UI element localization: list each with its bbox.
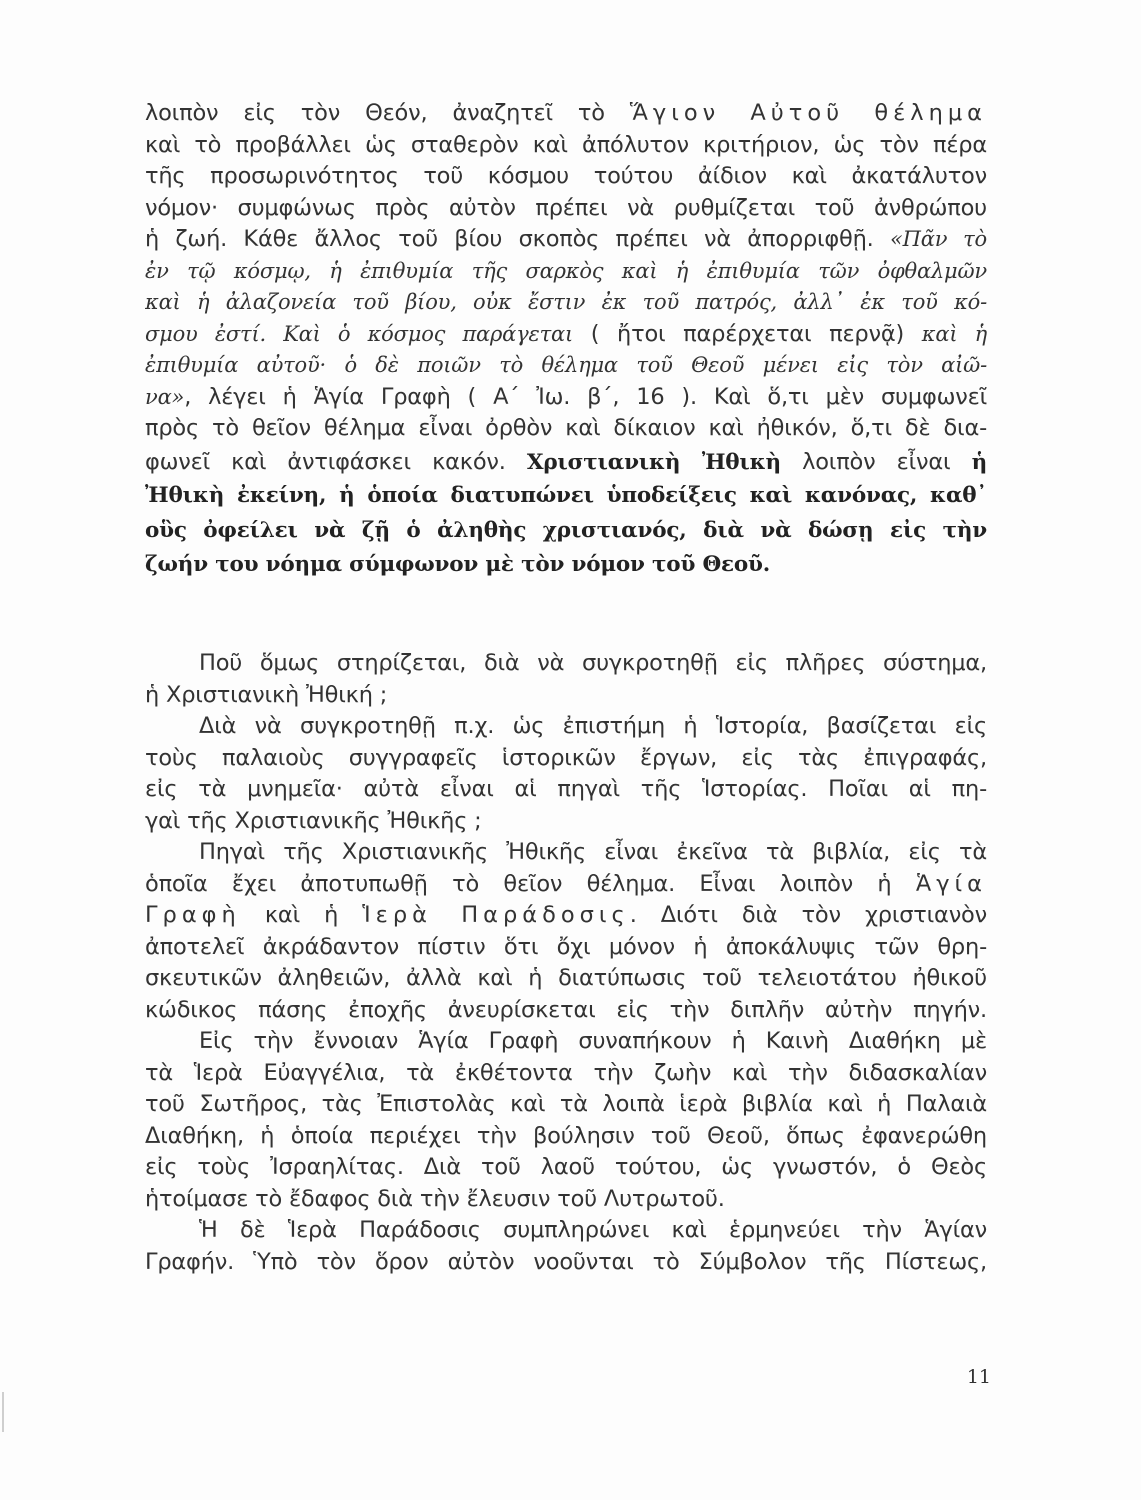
text-line: ἡ Χριστιανικὴ Ἠθική ;: [145, 681, 388, 708]
text-line: εἰς τοὺς Ἰσραηλίτας. Διὰ τοῦ λαοῦ τούτου, ὡς γνωστόν, ὁ Θεὸς: [145, 1154, 987, 1180]
text-line: Γραφὴ καὶ ἡ Ἱερὰ Παράδοσις. Διότι διὰ τὸν χριστιανὸν: [145, 902, 987, 928]
text-line: εἰς τὰ μνημεῖα· αὐτὰ εἶναι αἱ πηγαὶ τῆς Ἱστορίας. Ποῖαι αἱ πη-: [145, 776, 987, 802]
paragraph-first-line: Διὰ νὰ συγκροτηθῇ π.χ. ὡς ἐπιστήμη ἡ Ἱστορία, βασίζεται εἰς: [199, 713, 987, 739]
quotation-line: ἐν τῷ κόσμῳ, ἡ ἐπιθυμία τῆς σαρκὸς καὶ ἡ ἐπιθυμία τῶν ὀφθαλμῶν: [145, 258, 987, 283]
quotation-italic: «Πᾶν τὸ: [889, 227, 987, 251]
text-line: τῆς προσωρινότητος τοῦ κόσμου τούτου ἀίδιον καὶ ἀκατάλυτον: [145, 163, 987, 189]
page-number: 11: [966, 1366, 991, 1388]
text-line: πρὸς τὸ θεῖον θέλημα εἶναι ὀρθὸν καὶ δίκαιον καὶ ἠθικόν, ὅ,τι δὲ δια-: [145, 415, 987, 441]
text-block-lower: [145, 648, 987, 1278]
text-line: λοιπὸν εἰς τὸν Θεόν, ἀναζητεῖ τὸ Ἅγιον Αὐτοῦ θέλημα: [145, 100, 987, 126]
text-line: Γραφήν. Ὑπὸ τὸν ὅρον αὐτὸν νοοῦνται τὸ Σύμβολον τῆς Πίστεως,: [145, 1248, 987, 1275]
text-line: Διαθήκη, ἡ ὁποία περιέχει τὴν βούλησιν τοῦ Θεοῦ, ὅπως ἐφανερώθη: [145, 1122, 987, 1149]
bold-definition-line: ζωήν του νόημα σύμφωνον μὲ τὸν νόμον τοῦ Θεοῦ.: [145, 552, 770, 577]
text-block-upper: [145, 98, 987, 583]
text-line: ἀποτελεῖ ἀκράδαντον πίστιν ὅτι ὄχι μόνον ἡ ἀποκάλυψις τῶν θρη-: [145, 933, 987, 960]
text-line: φωνεῖ καὶ ἀντιφάσκει κακόν. Χριστιανικὴ Ἠθικὴ λοιπὸν εἶναι ἡ: [145, 448, 987, 475]
text-line: ἡ ζωή. Κάθε ἄλλος τοῦ βίου σκοπὸς πρέπει νὰ ἀπορριφθῇ. «Πᾶν τὸ: [145, 226, 987, 252]
text-line: καὶ τὸ προβάλλει ὡς σταθερὸν καὶ ἀπόλυτον κριτήριον, ὡς τὸν πέρα: [145, 131, 987, 158]
quotation-line: καὶ ἡ ἀλαζονεία τοῦ βίου, οὐκ ἔστιν ἐκ τοῦ πατρός, ἀλλ᾽ ἐκ τοῦ κό-: [145, 290, 987, 314]
text-line: τὰ Ἱερὰ Εὐαγγέλια, τὰ ἐκθέτοντα τὴν ζωὴν καὶ τὴν διδασκαλίαν: [145, 1059, 987, 1086]
paragraph-first-line: Πηγαὶ τῆς Χριστιανικῆς Ἠθικῆς εἶναι ἐκεῖνα τὰ βιβλία, εἰς τὰ: [199, 839, 987, 865]
paragraph-first-line: Εἰς τὴν ἔννοιαν Ἁγία Γραφὴ συναπήκουν ἡ Καινὴ Διαθήκη μὲ: [199, 1028, 987, 1054]
paragraph-first-line: Ποῦ ὅμως στηρίζεται, διὰ νὰ συγκροτηθῇ εἰς πλῆρες σύστημα,: [199, 650, 987, 676]
text-line: τοῦ Σωτῆρος, τὰς Ἐπιστολὰς καὶ τὰ λοιπὰ ἱερὰ βιβλία καὶ ἡ Παλαιὰ: [145, 1091, 987, 1117]
text-line: να», λέγει ἡ Ἁγία Γραφὴ ( Α΄ Ἰω. β΄, 16 ). Καὶ ὅ,τι μὲν συμφωνεῖ: [145, 383, 987, 410]
text-line: σμου ἐστί. Καὶ ὁ κόσμος παράγεται ( ἤτοι παρέρχεται περνᾷ) καὶ ἡ: [145, 320, 987, 347]
spaced-emphasis: Ἁγία: [915, 870, 987, 897]
quotation-line: ἐπιθυμία αὐτοῦ· ὁ δὲ ποιῶν τὸ θέλημα τοῦ Θεοῦ μένει εἰς τὸν αἰῶ-: [145, 353, 987, 377]
text-line: ὁποῖα ἔχει ἀποτυπωθῇ τὸ θεῖον θέλημα. Εἶναι λοιπὸν ἡ Ἁγία: [145, 870, 987, 897]
text-line: γαὶ τῆς Χριστιανικῆς Ἠθικῆς ;: [145, 807, 482, 834]
text-line: ἡτοίμασε τὸ ἔδαφος διὰ τὴν ἔλευσιν τοῦ Λυτρωτοῦ.: [145, 1185, 725, 1212]
scan-edge-mark: [2, 1392, 4, 1432]
bold-definition-line: Ἠθικὴ ἐκείνη, ἡ ὁποία διατυπώνει ὑποδείξεις καὶ κανόνας, καθ᾽: [145, 483, 987, 508]
text-line: κώδικος πάσης ἐποχῆς ἀνευρίσκεται εἰς τὴν διπλῆν αὐτὴν πηγήν.: [145, 996, 987, 1023]
text-line: νόμον· συμφώνως πρὸς αὐτὸν πρέπει νὰ ρυθμίζεται τοῦ ἀνθρώπου: [145, 194, 987, 221]
bold-definition-line: οὓς ὀφείλει νὰ ζῇ ὁ ἀληθὴς χριστιανός, διὰ νὰ δώσῃ εἰς τὴν: [145, 517, 987, 543]
text-line: τοὺς παλαιοὺς συγγραφεῖς ἱστορικῶν ἔργων, εἰς τὰς ἐπιγραφάς,: [145, 744, 987, 771]
text-line: σκευτικῶν ἀληθειῶν, ἀλλὰ καὶ ἡ διατύπωσις τοῦ τελειοτάτου ἠθικοῦ: [145, 965, 987, 991]
spaced-emphasis: Γραφὴ: [145, 902, 241, 928]
spaced-emphasis: Ἱερὰ Παράδοσις: [362, 902, 630, 928]
spaced-emphasis: Ἅγιον Αὐτοῦ θέλημα: [629, 100, 987, 126]
bold-term: Χριστιανικὴ Ἠθικὴ: [526, 449, 781, 475]
paragraph-first-line: Ἡ δὲ Ἱερὰ Παράδοσις συμπληρώνει καὶ ἑρμηνεύει τὴν Ἁγίαν: [199, 1217, 987, 1243]
